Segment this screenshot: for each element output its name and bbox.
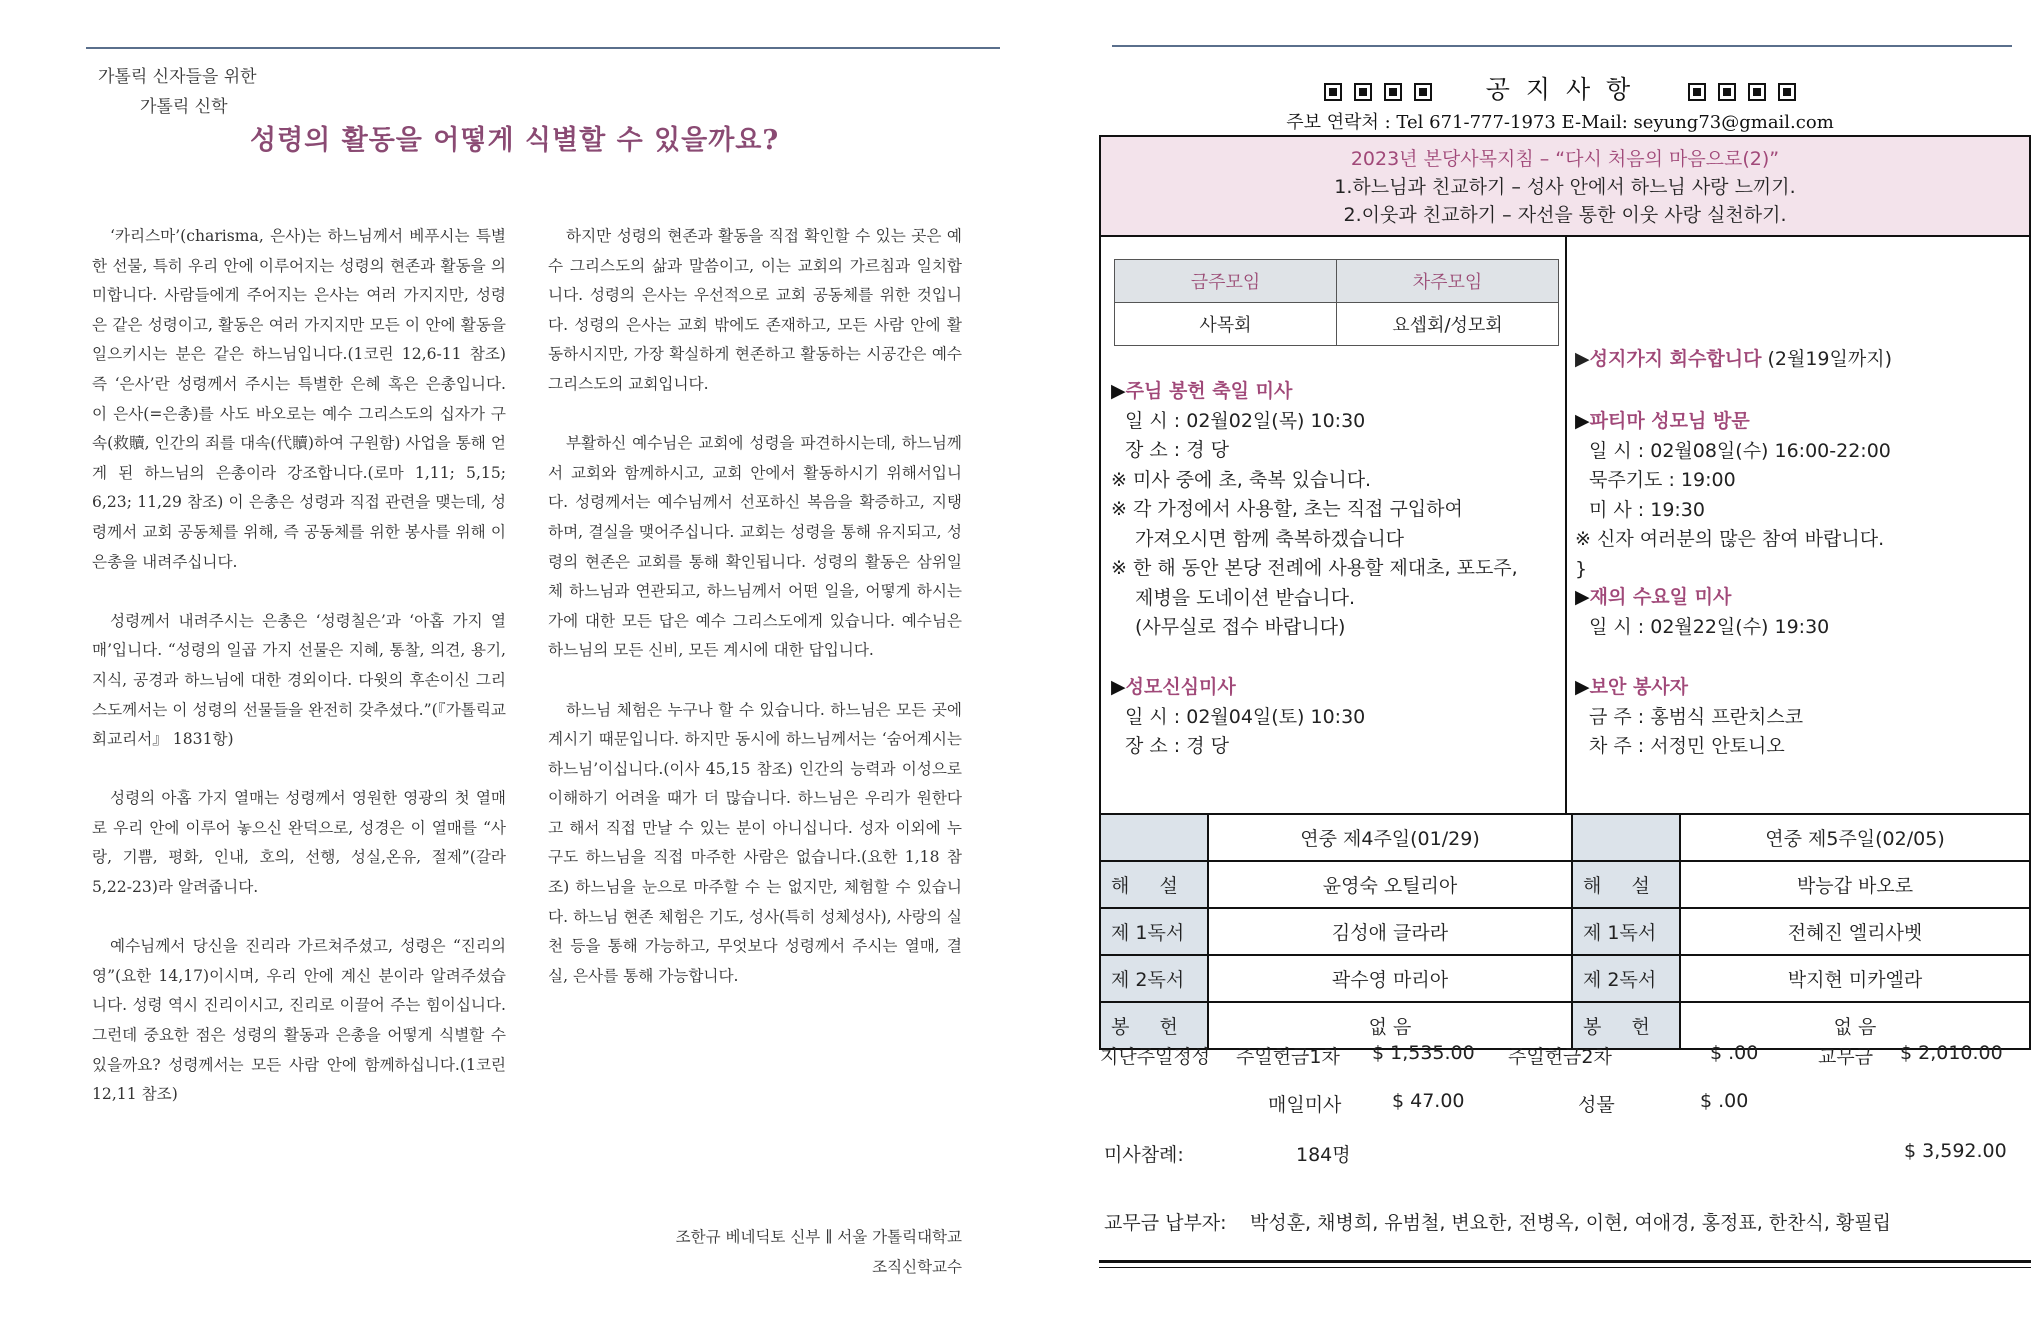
signature-line-2: 조직신학교수 — [872, 1258, 962, 1276]
event-note: 가져오시면 함께 축복하겠습니다 — [1135, 527, 1405, 550]
left-top-rule — [86, 47, 1000, 49]
this-week-label: 금주모임 — [1115, 260, 1337, 303]
attendance-label: 미사참례: — [1104, 1144, 1184, 1166]
daily-mass-label: 매일미사 — [1268, 1094, 1342, 1116]
daily-mass-amount: $ 47.00 — [1392, 1090, 1465, 1112]
triangle-icon: ▶ — [1111, 676, 1126, 698]
next-week-label: 차주모임 — [1337, 260, 1559, 303]
first-collection-amount: $ 1,535.00 — [1372, 1042, 1475, 1064]
event-line: 일 시 : 02월04일(토) 10:30 — [1125, 705, 1366, 728]
week2-cell: 박지현 미카엘라 — [1680, 955, 2030, 1002]
square-icon — [1778, 83, 1796, 101]
row-label: 제 1독서 — [1572, 908, 1680, 955]
row-label: 해 설 — [1100, 861, 1208, 908]
col2-paragraph: 하지만 성령의 현존과 활동을 직접 확인할 수 있는 곳은 예수 그리스도의 삶과 말씀이고, 이는 교회의 가르침과 일치합니다. 성령의 은사는 우선적으로 교회 공동체를 위한 것입니다. 성령의 은사는 교회 밖에도 존재하고, 모든 사람 안에 활동하시지만, 가장 확실하게 현존하고 활동하는 시공간은 예수 그리스도의 교회입니다. — [548, 227, 962, 393]
event-line: 일 시 : 02월22일(수) 19:30 — [1589, 615, 1830, 638]
col1-paragraph: 성령의 아홉 가지 열매는 성령께서 영원한 영광의 첫 열매로 우리 안에 이루어 놓으신 완덕으로, 성경은 이 열매를 “사랑, 기쁨, 평화, 인내, 호의, 선행, 성실,온유, 절제”(갈라 5,22-23)라 알려줍니다. — [92, 789, 506, 897]
first-collection-label: 주일헌금1차 — [1236, 1046, 1340, 1068]
event-line: 묵주기도 : 19:00 — [1589, 469, 1736, 491]
meetings-table — [1114, 259, 1559, 346]
row-label: 제 1독서 — [1100, 908, 1208, 955]
author-signature — [548, 1222, 962, 1282]
row-label: 봉 헌 — [1572, 1002, 1680, 1049]
square-icon — [1748, 83, 1766, 101]
event-palm-collection — [1575, 345, 2025, 375]
week1-cell: 없 음 — [1208, 1002, 1572, 1049]
square-icon — [1414, 83, 1432, 101]
event-marian-mass — [1111, 673, 1561, 762]
pastoral-guideline-box — [1101, 137, 2029, 237]
next-week-meeting: 요셉회/성모회 — [1337, 303, 1559, 346]
week2-cell: 전혜진 엘리사벳 — [1680, 908, 2030, 955]
triangle-icon: ▶ — [1575, 348, 1590, 370]
subhead-1: 가톨릭 신자들을 위한 — [98, 67, 257, 87]
col2-paragraph: 하느님 체험은 누구나 할 수 있습니다. 하느님은 모든 곳에 계시기 때문입니다. 하지만 동시에 하느님께서는 ‘숨어계시는 하느님’이십니다.(이사 45,15 참조) 인간의 능력과 이성으로 이해하기 어려울 때가 더 많습니다. 하느님은 우리가 원한다고 해서 직접 만날 수 있는 분이 아니십니다. 성자 이외에 누구도 하느님을 직접 마주한 사람은 없습니다.(요한 1,18 참조) 하느님을 눈으로 마주할 수 는 없지만, 체험할 수 있습니다. 하느님 현존 체험은 기도, 성사(특히 성체성사), 사랑의 실천 등을 통해 가능하고, 무엇보다 성령께서 주시는 열매, 결실, 은사를 통해 가능합니다. — [548, 700, 962, 985]
week1-cell: 곽수영 마리아 — [1208, 955, 1572, 1002]
event-note: ※ 미사 중에 초, 축복 있습니다. — [1111, 468, 1372, 491]
square-icon — [1718, 83, 1736, 101]
signature-line-1: 조한규 베네딕토 신부 ∥ 서울 가톨릭대학교 — [675, 1228, 962, 1246]
triangle-icon: ▶ — [1575, 586, 1590, 608]
tithe-payers-label: 교무금 납부자: — [1104, 1212, 1227, 1234]
schedule-corner — [1100, 814, 1208, 861]
week2-cell: 박능갑 바오로 — [1680, 861, 2030, 908]
event-note: ※ 신자 여러분의 많은 참여 바랍니다. — [1575, 528, 1885, 550]
week1-cell: 윤영숙 오틸리아 — [1208, 861, 1572, 908]
event-suffix: (2월19일까지) — [1767, 348, 1892, 370]
week1-header: 연중 제4주일(01/29) — [1208, 814, 1572, 861]
tithe-label: 교무금 — [1818, 1046, 1874, 1068]
second-collection-amount: $ .00 — [1710, 1042, 1759, 1064]
triangle-icon: ▶ — [1111, 380, 1126, 402]
col2-paragraph: 부활하신 예수님은 교회에 성령을 파견하시는데, 하느님께서 교회와 함께하시고, 교회 안에서 활동하시기 위해서입니다. 성령께서는 예수님께서 선포하신 복음을 확증하고, 지탱하며, 결실을 맺어주십니다. 교회는 성령을 통해 유지되고, 성령의 현존은 교회를 통해 확인됩니다. 성령의 활동은 삼위일체 하느님과 연관되고, 하느님께서 어떤 일을, 어떻게 하시는가에 대한 모든 답은 예수 그리스도에게 있습니다. 예수님은 하느님의 모든 신비, 모든 계시에 대한 답입니다. — [548, 434, 962, 660]
triangle-icon: ▶ — [1575, 410, 1590, 432]
panel-divider — [1565, 237, 1567, 813]
row-label: 제 2독서 — [1572, 955, 1680, 1002]
offering-total: $ 3,592.00 — [1904, 1140, 2007, 1162]
event-line: 차 주 : 서정민 안토니오 — [1589, 735, 1785, 757]
col1-paragraph: ‘카리스마’(charisma, 은사)는 하느님께서 베푸시는 특별한 선물, 특히 우리 안에 이루어지는 성령의 현존과 활동을 의미합니다. 사람들에게 주어지는 은사는 여러 가지지만, 성령은 같은 성령이고, 활동은 여러 가지지만 모든 이 안에 활동을 일으키시는 분은 같은 하느님입니다.(1코린 12,6-11 참조) 즉 ‘은사’란 성령께서 주시는 특별한 은혜 혹은 은총입니다. 이 은사(=은총)를 사도 바오로는 예수 그리스도의 십자가 구속(救贖, 인간의 죄를 대속(代贖)하여 구원함) 사업을 통해 얻게 된 하느님의 은총이라 강조합니다.(로마 1,11; 5,15; 6,23; 11,29 참조) 이 은총은 성령과 직접 관련을 맺는데, 성령께서 교회 공동체를 위해, 즉 공동체를 위한 봉사를 위해 이 은총을 내려주십니다. — [92, 227, 506, 571]
pastoral-line-3: 2.이웃과 친교하기 – 자선을 통한 이웃 사랑 실천하기. — [1343, 204, 1787, 226]
event-security-volunteers — [1575, 673, 2025, 762]
week2-header: 연중 제5주일(02/05) — [1680, 814, 2030, 861]
event-title: 파티마 성모님 방문 — [1589, 410, 1750, 432]
square-icon — [1688, 83, 1706, 101]
notice-title: 공 지 사 항 — [1485, 75, 1635, 104]
event-fatima-visit: ▶파티마 성모님 방문 일 시 : 02월08일(수) 16:00-22:00 묵주기도 : 19:00 미 사 : 19:30 ※ 신자 여러분의 많은 참여 바랍니다. } — [1575, 407, 2025, 584]
right-top-rule — [1112, 45, 2012, 47]
contact-info: 주보 연락처 : Tel 671-777-1973 E-Mail: seyung73@gmail.com — [1286, 112, 1834, 133]
row-label: 봉 헌 — [1100, 1002, 1208, 1049]
tithe-amount: $ 2,010.00 — [1900, 1042, 2003, 1064]
event-title: 재의 수요일 미사 — [1589, 586, 1732, 608]
event-note: (사무실로 접수 바랍니다) — [1135, 616, 1346, 638]
week2-cell: 없 음 — [1680, 1002, 2030, 1049]
square-icon — [1384, 83, 1402, 101]
goods-label: 성물 — [1578, 1094, 1615, 1116]
article-column-1 — [92, 222, 506, 1139]
notice-panel — [1099, 135, 2031, 815]
week1-cell: 김성애 글라라 — [1208, 908, 1572, 955]
event-presentation-mass — [1111, 377, 1561, 643]
square-icon — [1354, 83, 1372, 101]
event-title: 성모신심미사 — [1125, 676, 1236, 698]
event-line: 일 시 : 02월02일(목) 10:30 — [1125, 409, 1366, 432]
event-title: 주님 봉헌 축일 미사 — [1125, 380, 1293, 402]
subhead-2: 가톨릭 신학 — [140, 97, 228, 117]
bottom-rule — [1099, 1260, 2031, 1263]
event-note: ※ 한 해 동안 본당 전례에 사용할 제대초, 포도주, — [1111, 557, 1518, 579]
event-line: 미 사 : 19:30 — [1589, 498, 1705, 521]
event-note: ※ 각 가정에서 사용할, 초는 직접 구입하여 — [1111, 498, 1463, 520]
article-column-2 — [548, 222, 962, 1021]
schedule-corner — [1572, 814, 1680, 861]
ministry-schedule-table — [1099, 813, 2031, 1050]
article-title: 성령의 활동을 어떻게 식별할 수 있을까요? — [250, 125, 780, 156]
second-collection-label: 주일헌금2차 — [1508, 1046, 1612, 1068]
square-icon — [1324, 83, 1342, 101]
goods-amount: $ .00 — [1700, 1090, 1749, 1112]
row-label: 해 설 — [1572, 861, 1680, 908]
event-line: 금 주 : 홍범식 프란치스코 — [1589, 705, 1804, 728]
this-week-meeting: 사목회 — [1115, 303, 1337, 346]
notice-title-row — [1100, 70, 2020, 106]
pastoral-line-1: 2023년 본당사목지침 – “다시 처음의 마음으로(2)” — [1350, 148, 1780, 170]
triangle-icon: ▶ — [1575, 676, 1590, 698]
col1-paragraph: 예수님께서 당신을 진리라 가르쳐주셨고, 성령은 “진리의 영”(요한 14,17)이시며, 우리 안에 계신 분이라 알려주셨습니다. 성령 역시 진리이시고, 진리로 이끌어 주는 힘이십니다. 그런데 중요한 점은 성령의 활동과 은총을 어떻게 식별할 수 있을까요? 성령께서는 모든 사람 안에 함께하십니다.(1코린 12,11 참조) — [92, 937, 506, 1104]
bottom-rule-thin — [1099, 1267, 2031, 1268]
event-line: 장 소 : 경 당 — [1125, 439, 1229, 461]
event-note: 제병을 도네이션 받습니다. — [1135, 586, 1356, 609]
tithe-payers: 박성훈, 채병희, 유범철, 변요한, 전병옥, 이현, 여애경, 홍정표, 한찬식, 황필립 — [1250, 1212, 1891, 1234]
event-line: 장 소 : 경 당 — [1125, 735, 1229, 757]
attendance-count: 184명 — [1296, 1144, 1351, 1166]
event-title: 성지가지 회수합니다 — [1589, 348, 1762, 370]
pastoral-line-2: 1.하느님과 친교하기 – 성사 안에서 하느님 사랑 느끼기. — [1334, 176, 1796, 198]
offering-label: 지난주일정성 — [1100, 1046, 1211, 1068]
row-label: 제 2독서 — [1100, 955, 1208, 1002]
col1-paragraph: 성령께서 내려주시는 은총은 ‘성령칠은’과 ‘아홉 가지 열매’입니다. “성령의 일곱 가지 선물은 지혜, 통찰, 의견, 용기, 지식, 공경과 하느님에 대한 경외이다. 다윗의 후손이신 그리스도께서는 이 성령의 선물들을 완전히 갖추셨다.”(『가톨릭교회교리서』 1831항) — [92, 611, 506, 749]
event-ash-wednesday — [1575, 583, 2025, 642]
event-title: 보안 봉사자 — [1589, 676, 1689, 698]
event-line: 일 시 : 02월08일(수) 16:00-22:00 — [1589, 439, 1891, 462]
